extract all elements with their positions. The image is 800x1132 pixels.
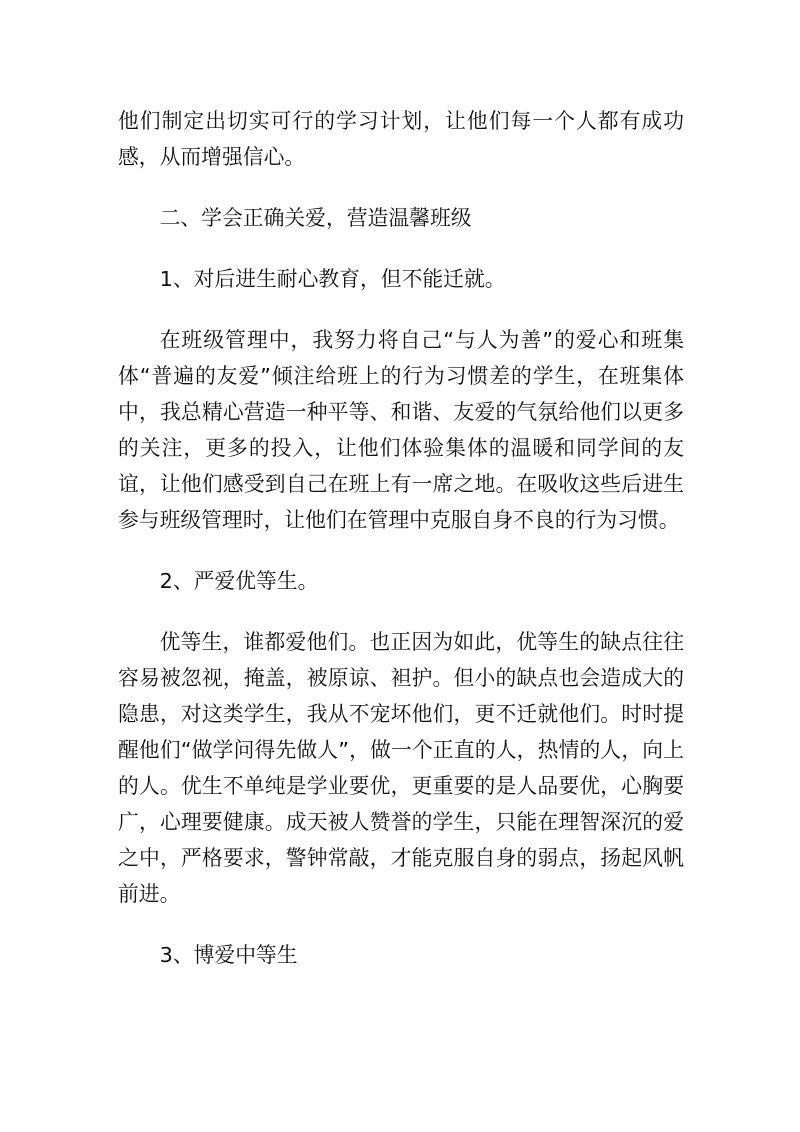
- paragraph-body-1: 在班级管理中，我努力将自己“与人为善”的爱心和班集体“普遍的友爱”倾注给班上的行为习惯差的学生，在班集体中，我总精心营造一种平等、和谐、友爱的气氛给他们以更多的关注，更多的投入，让他们体验集体的温暖和同学间的友谊，让他们感受到自己在班上有一席之地。在吸收这些后进生参与班级管理时，让他们在管理中克服自身不良的行为习惯。: [118, 328, 684, 532]
- paragraph-body-2: 优等生，谁都爱他们。也正因为如此，优等生的缺点往往容易被忽视，掩盖，被原谅、袒护。但小的缺点也会造成大的隐患，对这类学生，我从不宠坏他们，更不迁就他们。时时提醒他们“做学问得先做人”，做一个正直的人，热情的人，向上的人。优生不单纯是学业要优，更重要的是人品要优，心胸要广，心理要健康。成天被人赞誉的学生，只能在理智深沉的爱之中，严格要求，警钟常敲，才能克服自身的弱点，扬起风帆前进。: [118, 630, 684, 906]
- paragraph-continuation: 他们制定出切实可行的学习计划，让他们每一个人都有成功感，从而增强信心。: [118, 109, 684, 169]
- document-page: [118, 103, 684, 998]
- subsection-heading-1: 1、对后进生耐心教育，但不能迁就。: [159, 267, 506, 291]
- subsection-heading-2: 2、严爱优等生。: [159, 569, 319, 593]
- subsection-heading-3: 3、博爱中等生: [159, 943, 298, 967]
- section-heading: 二、学会正确关爱，营造温馨班级: [159, 206, 472, 230]
